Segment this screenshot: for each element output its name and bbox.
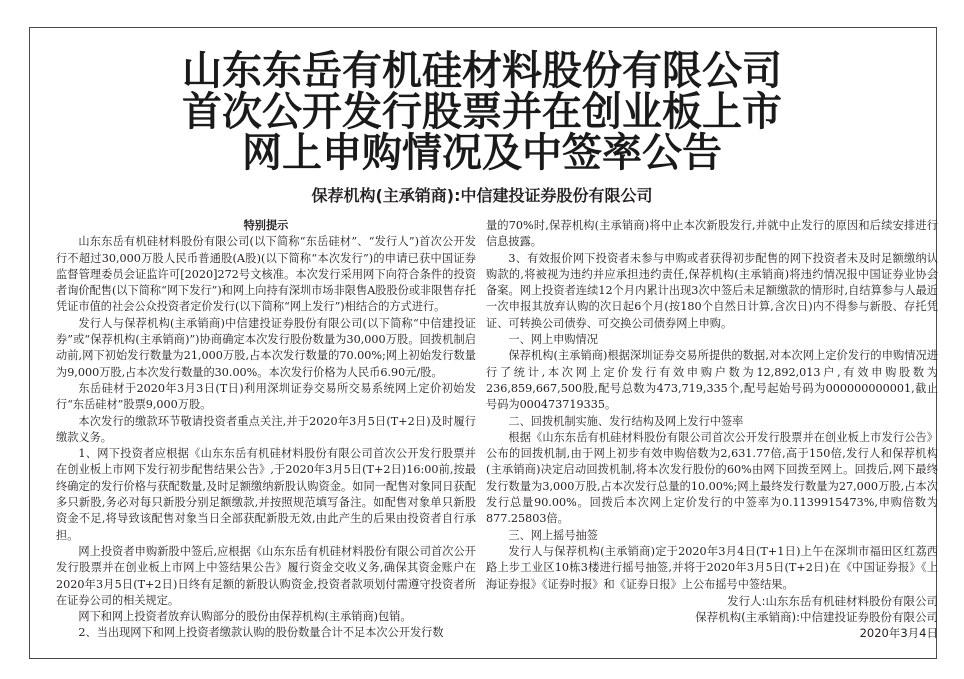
paragraph: 保荐机构(主承销商)根据深圳证券交易所提供的数据,对本次网上定价发行的申购情况进行了统计,本次网上定价发行有效申购户数为12,892,013户,有效申购股数为236,859,667,500股,配号总数为473,719,335个,配号起始号码为000000000001,截止号码为000473719335。	[486, 349, 938, 412]
paragraph: 网上投资者申购新股中签后,应根据《山东东岳有机硅材料股份有限公司首次公开发行股票并在创业板上市网上中签结果公告》履行资金交收义务,确保其资金账户在2020年3月5日(T+2日)日终有足额的新股认购资金,投资者款项划付需遵守投资者所在证券公司的相关规定。	[56, 544, 476, 607]
paragraph: 量的70%时,保荐机构(主承销商)将中止本次新股发行,并就中止发行的原因和后续安排进行信息披露。	[486, 219, 938, 249]
paragraph: 2、当出现网下和网上投资者缴款认购的股份数量合计不足本次公开发行数	[78, 626, 444, 640]
section-heading-clawback: 二、回拨机制实施、发行结构及网上发行中签率	[508, 414, 744, 428]
paragraph: 本次发行的缴款环节敬请投资者重点关注,并于2020年3月5日(T+2日)及时履行缴款义务。	[56, 414, 476, 444]
signature-underwriter: 保荐机构(主承销商):中信建投证券股份有限公司	[695, 610, 938, 625]
section-heading-lottery: 三、网上摇号抽签	[508, 528, 598, 542]
signature-issuer: 发行人:山东东岳有机硅材料股份有限公司	[727, 593, 938, 608]
signature-date: 2020年3月4日	[859, 626, 938, 641]
title-line-2: 首次公开发行股票并在创业板上市	[182, 89, 782, 135]
paragraph: 发行人与保荐机构(主承销商)中信建投证券股份有限公司(以下简称“中信建投证券”或“保荐机构(主承销商)”)协商确定本次发行股份数量为30,000万股。回拨机制启动前,网下初始发行数量为21,000万股,占本次发行数量的70.00%;网上初始发行数量为9,000万股,占本次发行数量的30.00%。本次发行价格为人民币6.90元/股。	[56, 316, 476, 379]
title-line-3: 网上申购情况及中签率公告	[242, 130, 722, 176]
paragraph: 1、网下投资者应根据《山东东岳有机硅材料股份有限公司首次公开发行股票并在创业板上市网下发行初步配售结果公告》,于2020年3月5日(T+2日)16:00前,按最终确定的发行价格与获配数量,及时足额缴纳新股认购资金。如同一配售对象同日获配多只新股,务必对每只新股分别足额缴款,并按照规范填写备注。如配售对象单只新股资金不足,将导致该配售对象当日全部获配新股无效,由此产生的后果由投资者自行承担。	[56, 447, 476, 542]
paragraph: 发行人与保荐机构(主承销商)定于2020年3月4日(T+1日)上午在深圳市福田区红荔西路上步工业区10栋3楼进行摇号抽签,并将于2020年3月5日(T+2日)在《中国证券报》《上海证券报》《证券时报》和《证券日报》上公布摇号中签结果。	[486, 544, 938, 591]
paragraph: 3、有效报价网下投资者未参与申购或者获得初步配售的网下投资者未及时足额缴纳认购款的,将被视为违约并应承担违约责任,保荐机构(主承销商)将违约情况报中国证券业协会备案。网上投资者连续12个月内累计出现3次中签后未足额缴款的情形时,自结算参与人最近一次申报其放弃认购的次日起6个月(按180个自然日计算,含次日)内不得参与新股、存托凭证、可转换公司债券、可交换公司债券网上申购。	[486, 251, 938, 330]
section-heading-online-subscription: 一、网上申购情况	[508, 333, 598, 347]
special-notice-heading: 特别提示	[243, 219, 289, 232]
title-line-1: 山东东岳有机硅材料股份有限公司	[182, 48, 782, 94]
paragraph: 根据《山东东岳有机硅材料股份有限公司首次公开发行股票并在创业板上市发行公告》公布的回拨机制,由于网上初步有效申购倍数为2,631.77倍,高于150倍,发行人和保荐机构(主承销商)决定启动回拨机制,将本次发行股份的60%由网下回拨至网上。回拨后,网下最终发行数量为3,000万股,占本次发行总量的10.00%;网上最终发行数量为27,000万股,占本次发行总量90.00%。回拨后本次网上定价发行的中签率为0.1139915473%,申购倍数为877.25803倍。	[486, 430, 938, 526]
underwriter-line: 保荐机构(主承销商):中信建投证券股份有限公司	[311, 186, 653, 205]
paragraph: 网下和网上投资者放弃认购部分的股份由保荐机构(主承销商)包销。	[78, 610, 412, 624]
paragraph: 东岳硅材于2020年3月3日(T日)利用深圳证券交易所交易系统网上定价初始发行“东岳硅材”股票9,000万股。	[56, 381, 476, 412]
left-column	[56, 218, 476, 642]
right-column	[486, 218, 938, 642]
paragraph: 山东东岳有机硅材料股份有限公司(以下简称“东岳硅材”、“发行人”)首次公开发行不超过30,000万股人民币普通股(A股)(以下简称“本次发行”)的申请已获中国证券监督管理委员会证监许可[2020]272号文核准。本次发行采用网下向符合条件的投资者询价配售(以下简称“网下发行”)和网上向持有深圳市场非限售A股股份或非限售存托凭证市值的社会公众投资者定价发行(以下简称“网上发行”)相结合的方式进行。	[56, 235, 476, 314]
